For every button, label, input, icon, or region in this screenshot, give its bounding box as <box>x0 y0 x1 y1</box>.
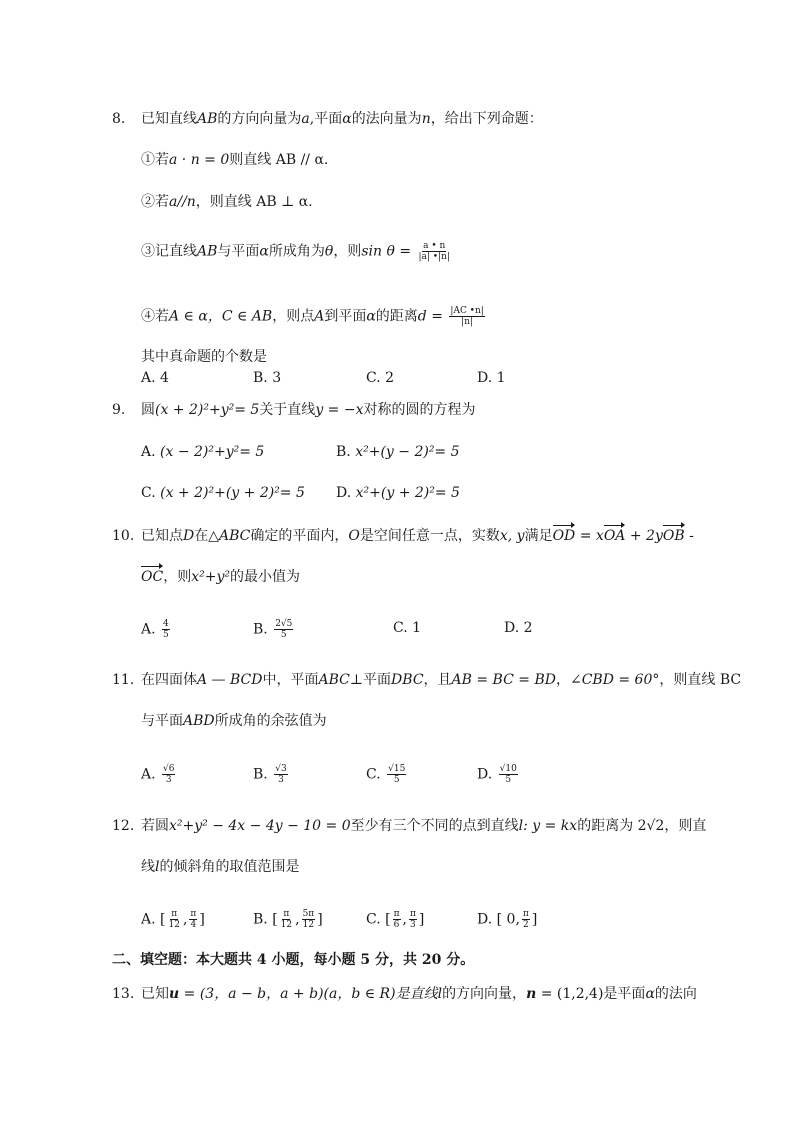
q11-number: 11. <box>112 672 135 688</box>
q8-option-c: C. 2 <box>366 370 395 386</box>
q12-option-d: D. [ 0, $\frac{\pi}{2}$ ] <box>477 909 538 930</box>
q12-option-b: B. [ $\frac{\pi}{12}$ , $\frac{5\pi}{12}$ ] <box>253 909 323 930</box>
q9-stem: 圆(x + 2)²+y²= 5关于直线y = −x对称的圆的方程为 <box>141 402 476 418</box>
q12-number: 12. <box>112 818 135 834</box>
q8-proposition-1: ①若a · n = 0则直线 AB // α. <box>141 152 329 168</box>
q8-proposition-2: ②若a//n，则直线 AB ⊥ α. <box>141 194 313 210</box>
q8-question: 其中真命题的个数是 <box>141 349 267 365</box>
q9-option-c: C. (x + 2)²+(y + 2)²= 5 <box>141 485 305 501</box>
q11-option-d: D. $\frac{√10}{5}$ <box>477 764 517 785</box>
q9-number: 9. <box>112 402 126 418</box>
q13-number: 13. <box>112 986 135 1002</box>
q8-p4-fraction: $\frac{|AC •n|}{|n|}$ <box>450 306 484 327</box>
q8-number: 8. <box>112 111 126 127</box>
q11-option-c: C. $\frac{√15}{5}$ <box>366 764 406 785</box>
q10-stem-line-1: 已知点D在△ABC确定的平面内，O是空间任意一点，实数x, y满足OD = xOA + 2yOB - <box>141 528 694 544</box>
q9-option-b: B. x²+(y − 2)²= 5 <box>336 444 460 460</box>
q13-stem: 已知u = (3，a − b，a + b)(a，b ∈ R)是直线l的方向向量，n = (1,2,4)是平面α的法向 <box>141 986 697 1002</box>
q9-option-a: A. (x − 2)²+y²= 5 <box>141 444 265 460</box>
vector-oc: OC <box>141 569 164 585</box>
q10-option-b: B. $\frac{2√5}{5}$ <box>253 619 293 640</box>
vector-ob: OB <box>662 528 685 544</box>
q9-option-d: D. x²+(y + 2)²= 5 <box>336 485 460 501</box>
q8-p3-fraction: $\frac{a • n}{|a| •|n|}$ <box>418 241 450 262</box>
q10-number: 10. <box>112 528 135 544</box>
q8-option-b: B. 3 <box>253 370 282 386</box>
q12-option-c: C. [ $\frac{\pi}{6}$ , $\frac{\pi}{3}$ ] <box>366 909 425 930</box>
q8-proposition-4: ④若A ∈ α，C ∈ AB，则点A到平面α的距离d = $\frac{|AC •n|}{|n|}$ <box>141 306 484 327</box>
q10-option-d: D. 2 <box>504 620 533 636</box>
q8-option-d: D. 1 <box>477 370 506 386</box>
q12-stem-line-1: 若圆x²+y² − 4x − 4y − 10 = 0至少有三个不同的点到直线l: y = kx的距离为 2√2，则直 <box>141 818 707 834</box>
q12-option-a: A. [ $\frac{\pi}{12}$ , $\frac{\pi}{4}$ ] <box>141 909 205 930</box>
q11-option-b: B. $\frac{√3}{3}$ <box>253 764 287 785</box>
q8-option-a: A. 4 <box>141 370 169 386</box>
q10-option-c: C. 1 <box>393 620 422 636</box>
vector-od: OD <box>552 528 576 544</box>
q11-stem-line-2: 与平面ABD所成角的余弦值为 <box>141 713 327 729</box>
q10-stem-line-2: OC，则x²+y²的最小值为 <box>141 569 300 585</box>
q11-stem-line-1: 在四面体A — BCD中，平面ABC⊥平面DBC，且AB = BC = BD，∠CBD = 60°，则直线 BC <box>141 672 742 688</box>
vector-oa: OA <box>603 528 626 544</box>
q8-stem: 已知直线AB的方向向量为a,平面α的法向量为n，给出下列命题： <box>141 111 543 127</box>
q10-option-a: A. $\frac{4}{5}$ <box>141 619 169 640</box>
q8-proposition-3: ③记直线AB与平面α所成角为θ，则sin θ = $\frac{a • n}{|a| •|n|}$ <box>141 241 450 262</box>
q12-stem-line-2: 线l的倾斜角的取值范围是 <box>141 859 300 875</box>
q11-option-a: A. $\frac{√6}{3}$ <box>141 764 175 785</box>
section-2-heading: 二、填空题：本大题共 4 小题，每小题 5 分，共 20 分。 <box>112 952 475 968</box>
